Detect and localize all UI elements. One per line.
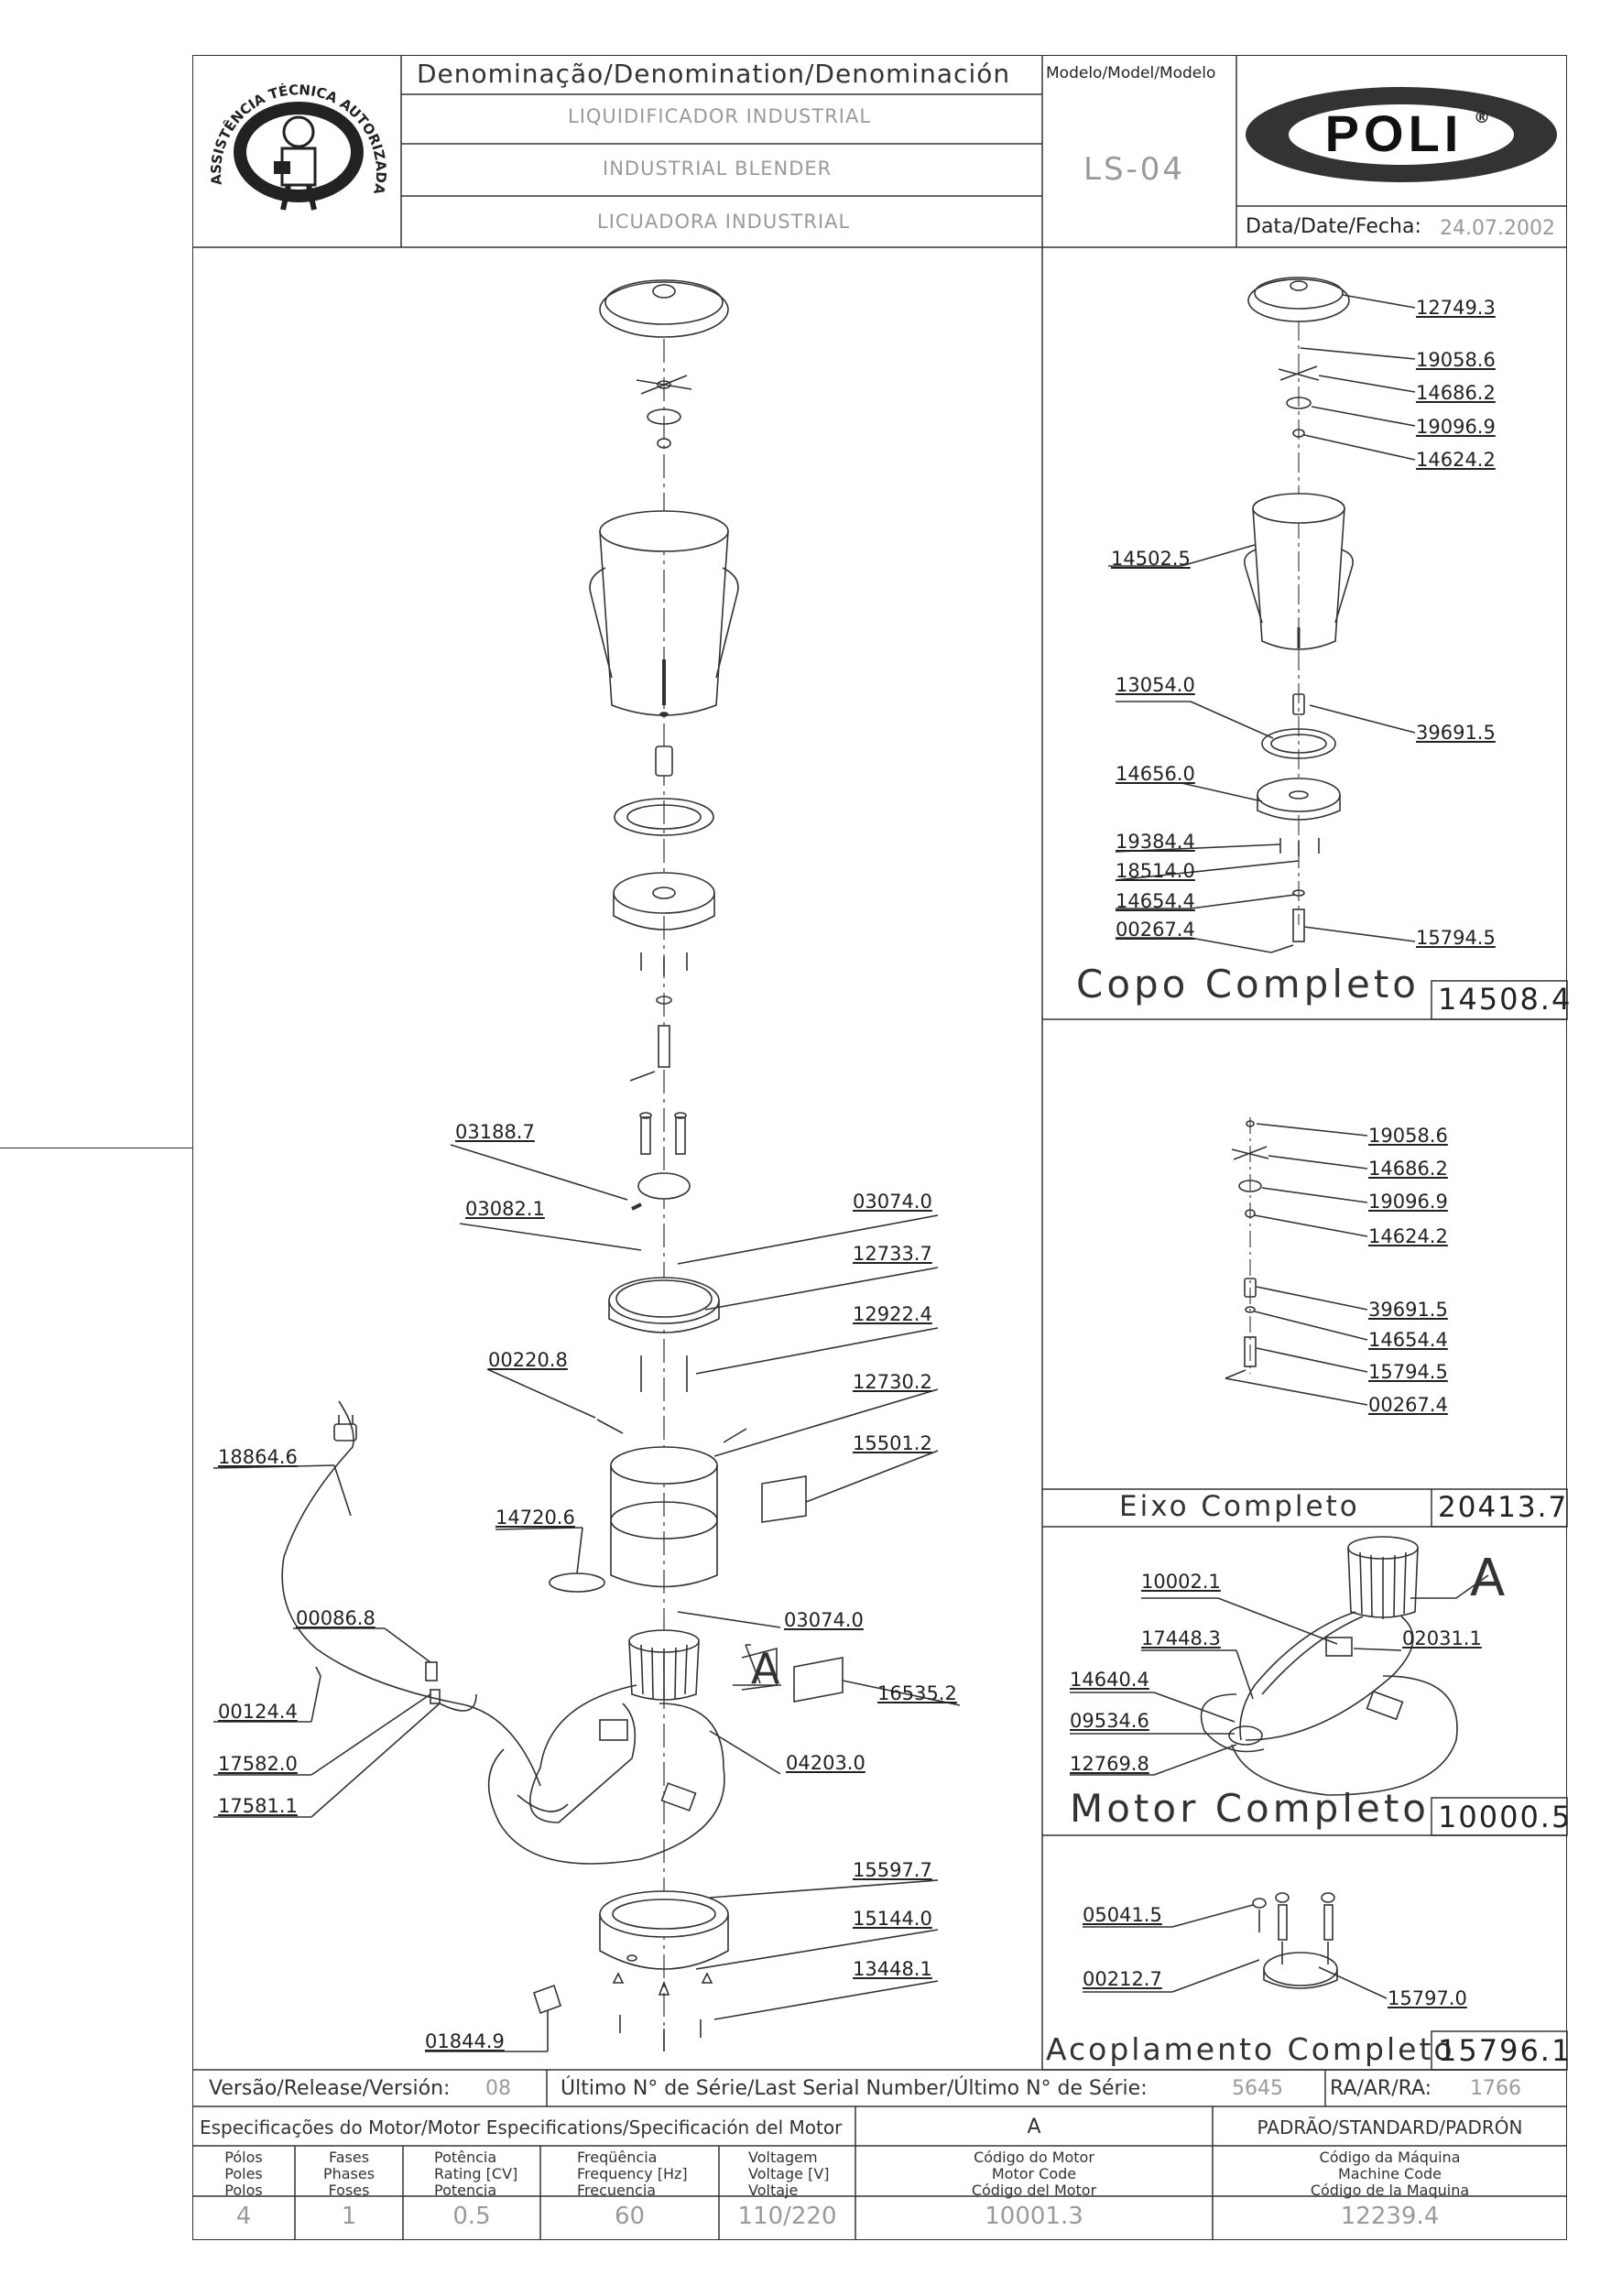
version-label: Versão/Release/Versión: bbox=[209, 2077, 451, 2100]
copo-label: 18514.0 bbox=[1116, 860, 1195, 882]
part-label: 17581.1 bbox=[218, 1795, 298, 1817]
registered-mark: ® bbox=[1474, 108, 1490, 127]
part-label: 18864.6 bbox=[218, 1446, 298, 1468]
copo-code: 14508.4 bbox=[1438, 982, 1573, 1017]
part-label: 12730.2 bbox=[853, 1371, 932, 1393]
copo-label: 15794.5 bbox=[1416, 927, 1496, 949]
spec-header-voltage: Voltagem Voltage [V] Voltaje bbox=[748, 2149, 830, 2199]
spec-header-machine-code: Código da Máquina Machine Code Código de la Maquina bbox=[1310, 2149, 1470, 2199]
part-label: 03082.1 bbox=[465, 1198, 545, 1220]
spec-header-frequency: Freqüência Frequency [Hz] Frecuencia bbox=[577, 2149, 688, 2199]
motor-label: 10002.1 bbox=[1141, 1571, 1221, 1593]
part-label: 04203.0 bbox=[786, 1752, 865, 1774]
copo-label: 00267.4 bbox=[1116, 919, 1195, 941]
eixo-label: 00267.4 bbox=[1368, 1394, 1448, 1416]
copo-label: 19058.6 bbox=[1416, 349, 1496, 371]
name-en: INDUSTRIAL BLENDER bbox=[603, 158, 833, 180]
part-label: 12922.4 bbox=[853, 1303, 932, 1325]
spec-value-motor-code: 10001.3 bbox=[985, 2203, 1083, 2230]
part-label: 14720.6 bbox=[495, 1507, 575, 1529]
spec-value-rating: 0.5 bbox=[452, 2203, 491, 2230]
part-label: 03074.0 bbox=[853, 1191, 932, 1213]
part-label: 13448.1 bbox=[853, 1958, 932, 1980]
motor-label: 12769.8 bbox=[1070, 1753, 1149, 1775]
copo-label: 14502.5 bbox=[1111, 548, 1191, 570]
part-label: 15597.7 bbox=[853, 1859, 932, 1881]
serial-value: 5645 bbox=[1232, 2077, 1283, 2100]
ra-value: 1766 bbox=[1470, 2077, 1521, 2100]
spec-value-phases: 1 bbox=[341, 2203, 357, 2230]
eixo-code: 20413.7 bbox=[1438, 1491, 1569, 1524]
name-pt: LIQUIDIFICADOR INDUSTRIAL bbox=[568, 105, 872, 127]
copo-title: Copo Completo bbox=[1076, 962, 1420, 1007]
part-label: 00220.8 bbox=[488, 1349, 568, 1371]
copo-label: 12749.3 bbox=[1416, 297, 1496, 319]
ra-label: RA/AR/RA: bbox=[1330, 2077, 1432, 2100]
eixo-label: 39691.5 bbox=[1368, 1299, 1448, 1321]
copo-label: 14624.2 bbox=[1416, 449, 1496, 471]
spec-header-rating: Potência Rating [CV] Potencia bbox=[434, 2149, 518, 2199]
acoplamento-label: 15797.0 bbox=[1388, 1987, 1467, 2009]
spec-value-machine-code: 12239.4 bbox=[1340, 2203, 1440, 2230]
denomination-title: Denominação/Denomination/Denominación bbox=[417, 59, 1011, 89]
eixo-title: Eixo Completo bbox=[1119, 1490, 1360, 1523]
spec-value-voltage: 110/220 bbox=[737, 2203, 837, 2230]
motor-label: 09534.6 bbox=[1070, 1710, 1149, 1732]
acoplamento-title: Acoplamento Completo bbox=[1046, 2031, 1455, 2067]
acoplamento-label: 00212.7 bbox=[1083, 1968, 1162, 1990]
serial-label: Último N° de Série/Last Serial Number/Último N° de Série: bbox=[561, 2077, 1148, 2100]
model-title: Modelo/Model/Modelo bbox=[1046, 64, 1216, 82]
spec-title: Especificações do Motor/Motor Especifications/Specificación del Motor bbox=[200, 2116, 843, 2138]
name-es: LICUADORA INDUSTRIAL bbox=[597, 211, 851, 233]
part-label: 16535.2 bbox=[877, 1682, 957, 1704]
brand-name: POLI bbox=[1324, 104, 1464, 162]
eixo-label: 14654.4 bbox=[1368, 1329, 1448, 1351]
spec-header-phases: Fases Phases Foses bbox=[322, 2149, 376, 2199]
date-label: Data/Date/Fecha: bbox=[1246, 215, 1421, 238]
copo-label: 39691.5 bbox=[1416, 722, 1496, 744]
motor-title: Motor Completo bbox=[1070, 1786, 1430, 1831]
part-label: 00086.8 bbox=[296, 1607, 376, 1629]
date-value: 24.07.2002 bbox=[1440, 217, 1555, 240]
motor-label: 17448.3 bbox=[1141, 1627, 1221, 1649]
main-marker-a: A bbox=[751, 1644, 780, 1693]
svg-text:ASSISTÊNCIA TÉCNICA AUTORIZADA: ASSISTÊNCIA TÉCNICA AUTORIZADA bbox=[207, 82, 390, 196]
eixo-label: 14686.2 bbox=[1368, 1158, 1448, 1180]
part-label: 01844.9 bbox=[425, 2030, 505, 2052]
copo-label: 14654.4 bbox=[1116, 890, 1195, 912]
part-label: 15501.2 bbox=[853, 1432, 932, 1454]
eixo-label: 19096.9 bbox=[1368, 1191, 1448, 1213]
spec-value-frequency: 60 bbox=[614, 2203, 646, 2230]
copo-label: 13054.0 bbox=[1116, 674, 1195, 696]
model-value: LS-04 bbox=[1083, 151, 1186, 188]
copo-label: 14656.0 bbox=[1116, 763, 1195, 785]
version-value: 08 bbox=[485, 2077, 511, 2100]
motor-marker-a: A bbox=[1470, 1549, 1506, 1608]
acoplamento-label: 05041.5 bbox=[1083, 1904, 1162, 1926]
spec-standard: PADRÃO/STANDARD/PADRÓN bbox=[1257, 2116, 1523, 2138]
part-label: 03188.7 bbox=[455, 1121, 535, 1143]
part-label: 17582.0 bbox=[218, 1753, 298, 1775]
copo-label: 14686.2 bbox=[1416, 382, 1496, 404]
spec-header-poles: Pólos Poles Polos bbox=[224, 2149, 263, 2199]
part-label: 03074.0 bbox=[784, 1609, 864, 1631]
copo-label: 19096.9 bbox=[1416, 416, 1496, 438]
motor-label: 02031.1 bbox=[1402, 1627, 1482, 1649]
acoplamento-code: 15796.1 bbox=[1438, 2033, 1573, 2068]
spec-value-poles: 4 bbox=[235, 2203, 252, 2230]
part-label: 12733.7 bbox=[853, 1243, 932, 1265]
copo-label: 19384.4 bbox=[1116, 831, 1195, 853]
spec-col-a: A bbox=[1027, 2116, 1041, 2138]
part-label: 00124.4 bbox=[218, 1701, 298, 1723]
part-label: 15144.0 bbox=[853, 1908, 932, 1930]
eixo-label: 19058.6 bbox=[1368, 1125, 1448, 1147]
spec-header-motor-code: Código do Motor Motor Code Código del Motor bbox=[971, 2149, 1097, 2199]
motor-label: 14640.4 bbox=[1070, 1669, 1149, 1691]
eixo-label: 15794.5 bbox=[1368, 1361, 1448, 1383]
motor-code: 10000.5 bbox=[1438, 1800, 1573, 1834]
eixo-label: 14624.2 bbox=[1368, 1225, 1448, 1247]
